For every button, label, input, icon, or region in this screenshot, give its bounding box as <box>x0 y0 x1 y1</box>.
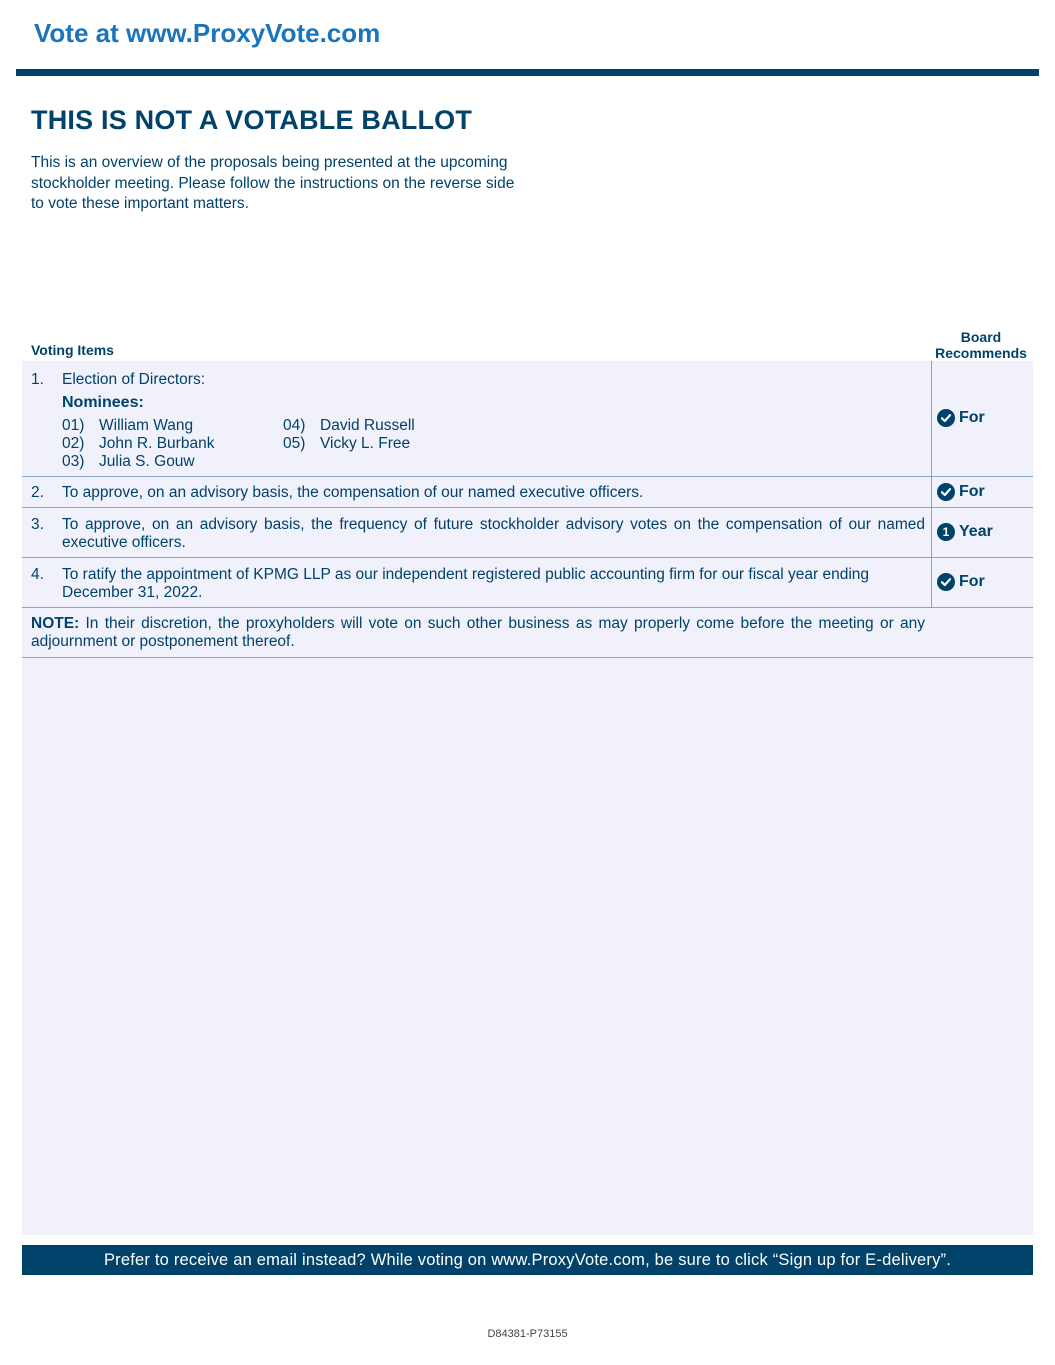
nominee-number: 02) <box>62 435 85 452</box>
recommendation-label: For <box>959 573 985 590</box>
item-text: To approve, on an advisory basis, the frequency of future stockholder advisory votes on the compensation of our named executive officers. <box>62 516 925 551</box>
recommendation-column-divider <box>931 361 932 607</box>
note-label: NOTE: <box>31 615 80 632</box>
nominee-item <box>62 435 214 453</box>
nominee-item <box>62 417 193 435</box>
check-circle-icon <box>937 409 955 427</box>
nominees-label: Nominees: <box>62 394 144 411</box>
item-text: Election of Directors: <box>62 371 205 388</box>
board-header-line1: Board <box>960 329 1002 345</box>
note-text <box>31 615 925 650</box>
nominee-name: David Russell <box>320 417 415 434</box>
voting-items-header: Voting Items <box>31 342 114 358</box>
item-number: 2. <box>31 484 44 501</box>
number-one-circle-icon: 1 <box>937 523 955 541</box>
item-number: 1. <box>31 371 44 388</box>
check-circle-icon <box>937 573 955 591</box>
nominee-number: 03) <box>62 453 85 470</box>
nominee-name: John R. Burbank <box>99 435 215 452</box>
e-delivery-banner <box>22 1245 1033 1275</box>
row-divider <box>22 476 1033 477</box>
item-text: To ratify the appointment of KPMG LLP as our independent registered public accounting firm for our fiscal year ending December 31, 2022. <box>62 566 870 601</box>
nominee-item <box>283 417 415 435</box>
nominee-number: 01) <box>62 417 85 434</box>
recommendation-item-2 <box>937 483 985 501</box>
page-title: THIS IS NOT A VOTABLE BALLOT <box>31 105 473 135</box>
note-body: In their discretion, the proxyholders will vote on such other business as may properly come before the meeting or any adjournment or postponement thereof. <box>31 615 925 650</box>
nominee-name: William Wang <box>99 417 194 434</box>
board-header-line2: Recommends <box>935 345 1027 361</box>
nominee-number: 05) <box>283 435 306 452</box>
row-divider <box>22 657 1033 658</box>
row-divider <box>22 607 1033 608</box>
recommendation-item-1 <box>937 409 985 427</box>
item-number: 4. <box>31 566 44 583</box>
row-divider <box>22 507 1033 508</box>
intro-text: This is an overview of the proposals being presented at the upcoming stockholder meeting. Please follow the instructions on the reverse side to vote these important matters. <box>31 154 515 212</box>
board-recommends-header <box>931 329 1031 361</box>
nominee-number: 04) <box>283 417 306 434</box>
nominee-name: Julia S. Gouw <box>99 453 195 470</box>
header-divider <box>16 69 1039 76</box>
item-text: To approve, on an advisory basis, the compensation of our named executive officers. <box>62 484 644 501</box>
recommendation-label: For <box>959 483 985 500</box>
nominee-item <box>62 453 195 471</box>
check-circle-icon <box>937 483 955 501</box>
e-delivery-text: Prefer to receive an email instead? While voting on www.ProxyVote.com, be sure to click “Sign up for E-delivery”. <box>103 1250 952 1269</box>
nominee-name: Vicky L. Free <box>320 435 411 452</box>
row-divider <box>22 557 1033 558</box>
recommendation-label: For <box>959 409 985 426</box>
recommendation-item-3 <box>937 523 993 541</box>
proxyvote-link[interactable]: Vote at www.ProxyVote.com <box>34 18 381 48</box>
item-number: 3. <box>31 516 44 533</box>
recommendation-label: Year <box>959 523 993 540</box>
document-code: D84381-P73155 <box>487 1328 568 1340</box>
recommendation-item-4 <box>937 573 985 591</box>
nominee-item <box>283 435 410 453</box>
